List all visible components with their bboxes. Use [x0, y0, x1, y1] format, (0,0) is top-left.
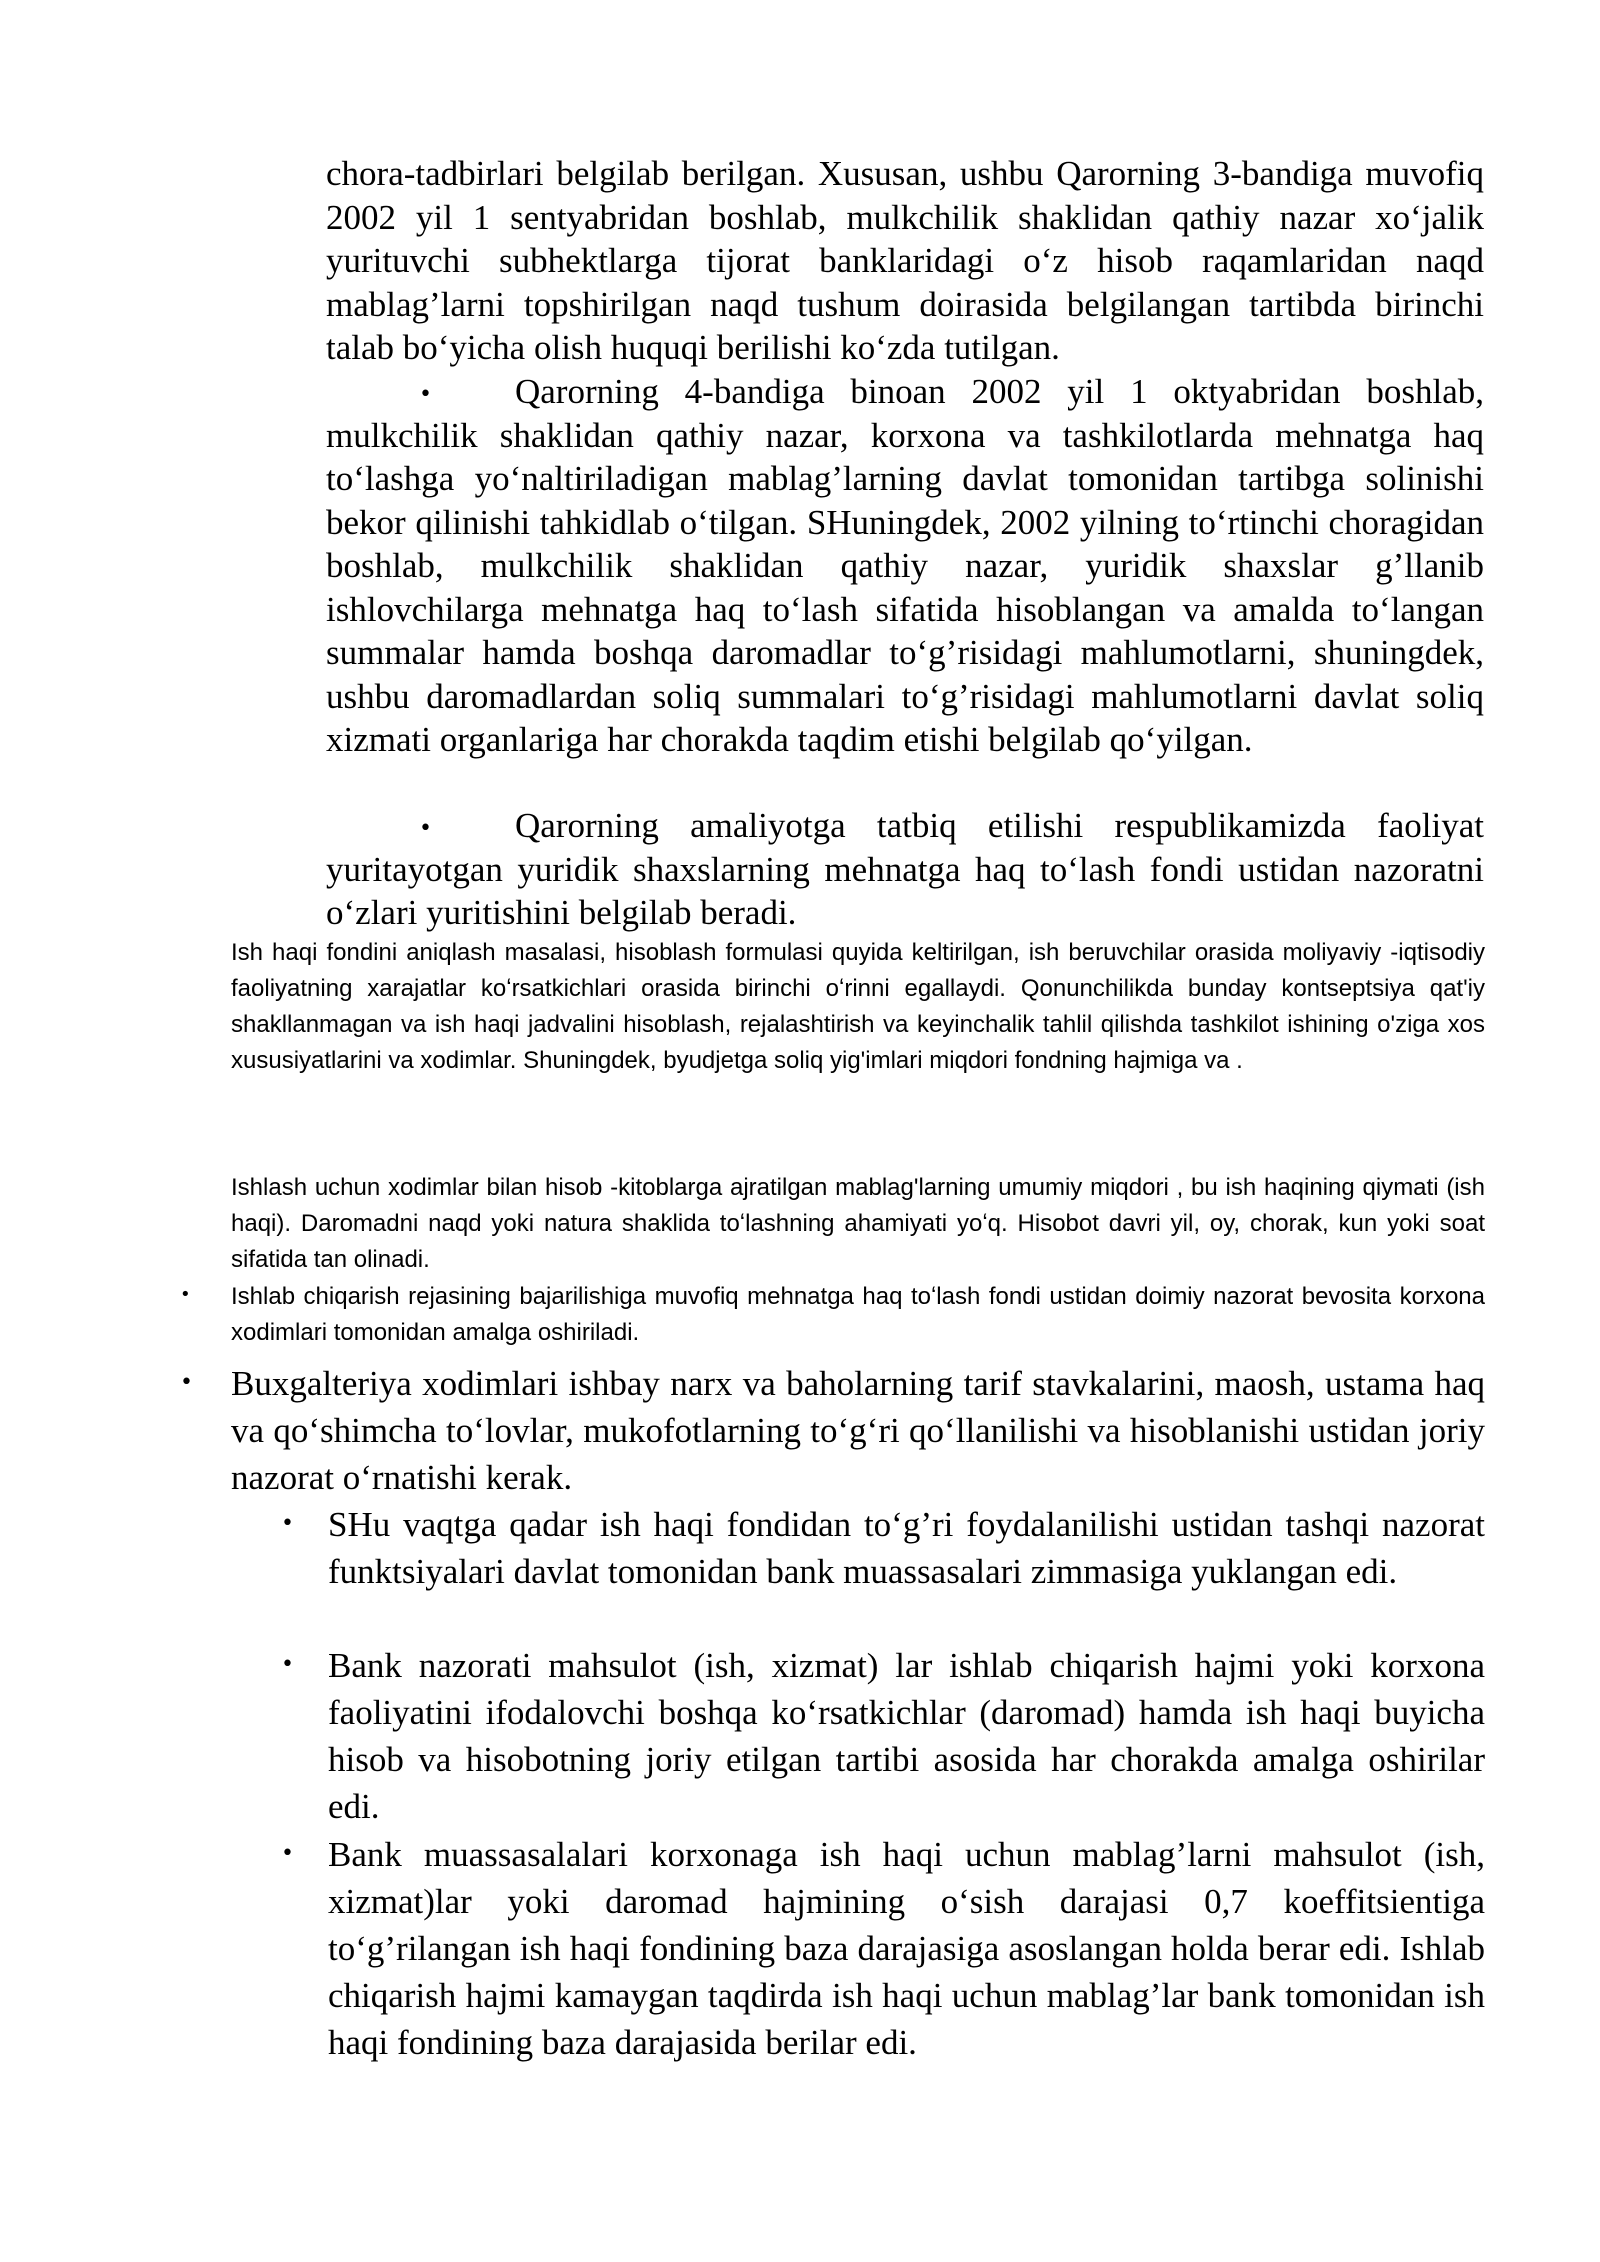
bullet-marker: • [419, 382, 432, 407]
bullet-marker: • [180, 1370, 193, 1395]
bullet-paragraph-qaror-amaliyot: Qarorning amaliyotga tatbiq etilishi respublikamizda faoliyat yuritayotgan yuridik shaxslarning mehnatga haq to‘lash fondi ustidan nazoratni o‘zlari yuritishini belgilab beradi. [326, 806, 1484, 932]
paragraph-ishlash-uchun: Ishlash uchun xodimlar bilan hisob -kitoblarga ajratilgan mablag'larning umumiy miqdori , bu ish haqining qiymati (ish haqi). Daromadni naqd yoki natura shaklida toʻlashning ahamiyati yoʻq. Hisobot davri yil, oy, chorak, kun yoki soat sifatida tan olinadi. [231, 1174, 1485, 1273]
bullet-marker: • [281, 1511, 294, 1536]
bullet-marker: • [180, 1284, 191, 1305]
sub-bullet-bank-muassasalari: Bank muassasalalari korxonaga ish haqi uchun mablag’larni mahsulot (ish, xizmat)lar yoki daromad hajmining o‘sish darajasi 0,7 koeffitsientiga to‘g’rilangan ish haqi fondining baza darajasiga asoslangan holda berar edi. Ishlab chiqarish hajmi kamaygan taqdirda ish haqi uchun mablag’lar bank tomonidan ish haqi fondining baza darajasida berilar edi. [328, 1835, 1485, 2062]
paragraph-continuation: chora-tadbirlari belgilab berilgan. Xususan, ushbu Qarorning 3-bandiga muvofiq 2002 yil 1 sentyabridan boshlab, mulkchilik shaklidan qathiy nazar xo‘jalik yurituvchi subhektlarga tijorat banklaridagi o‘z hisob raqamlaridan naqd mablag’larni topshirilgan naqd tushum doirasida belgilangan tartibda birinchi talab bo‘yicha olish huquqi berilishi ko‘zda tutilgan. [326, 154, 1484, 367]
paragraph-ish-haqi-fondi: Ish haqi fondini aniqlash masalasi, hisoblash formulasi quyida keltirilgan, ish beruvchilar orasida moliyaviy -iqtisodiy faoliyatning xarajatlar koʻrsatkichlari orasida birinchi oʻrinni egallaydi. Qonunchilikda bunday kontseptsiya qat'iy shakllanmagan va ish haqi jadvalini hisoblash, rejalashtirish va keyinchalik tahlil qilishda tashkilot ishining o'ziga xos xususiyatlarini va xodimlar. Shuningdek, byudjetga soliq yig'imlari miqdori fondning hajmiga va . [231, 939, 1485, 1074]
bullet-paragraph-buxgalteriya: Buxgalteriya xodimlari ishbay narx va baholarning tarif stavkalarini, maosh, ustama haq va qoʻshimcha toʻlovlar, mukofotlarning toʻgʻri qoʻllanilishi va hisoblanishi ustidan joriy nazorat oʻrnatishi kerak. [231, 1364, 1485, 1497]
sub-bullet-bank-nazorati: Bank nazorati mahsulot (ish, xizmat) lar ishlab chiqarish hajmi yoki korxona faoliyatini ifodalovchi boshqa ko‘rsatkichlar (daromad) hamda ish haqi buyicha hisob va hisobotning joriy etilgan tartibi asosida har chorakda amalga oshirilar edi. [328, 1646, 1485, 1826]
bullet-marker: • [419, 816, 432, 841]
bullet-paragraph-qaror-4: Qarorning 4-bandiga binoan 2002 yil 1 oktyabridan boshlab, mulkchilik shaklidan qathiy nazar, korxona va tashkilotlarda mehnatga haq to‘lashga yo‘naltiriladigan mablag’larning davlat tomonidan tartibga solinishi bekor qilinishi tahkidlab o‘tilgan. SHuningdek, 2002 yilning to‘rtinchi choragidan boshlab, mulkchilik shaklidan qathiy nazar, yuridik shaxslar g’llanib ishlovchilarga mehnatga haq to‘lash sifatida hisoblangan va amalda to‘langan summalar hamda boshqa daromadlar to‘g’risidagi mahlumotlarni, shuningdek, ushbu daromadlardan soliq summalari to‘g’risidagi mahlumotlarni davlat soliq xizmati organlariga har chorakda taqdim etishi belgilab qo‘yilgan. [326, 372, 1484, 759]
sub-bullet-tashqi-nazorat: SHu vaqtga qadar ish haqi fondidan to‘g’ri foydalanilishi ustidan tashqi nazorat funktsiyalari davlat tomonidan bank muassasalari zimmasiga yuklangan edi. [328, 1505, 1485, 1591]
bullet-paragraph-doimiy-nazorat: Ishlab chiqarish rejasining bajarilishiga muvofiq mehnatga haq toʻlash fondi ustidan doimiy nazorat bevosita korxona xodimlari tomonidan amalga oshiriladi. [231, 1283, 1485, 1346]
bullet-marker: • [281, 1652, 294, 1677]
bullet-marker: • [281, 1841, 294, 1866]
